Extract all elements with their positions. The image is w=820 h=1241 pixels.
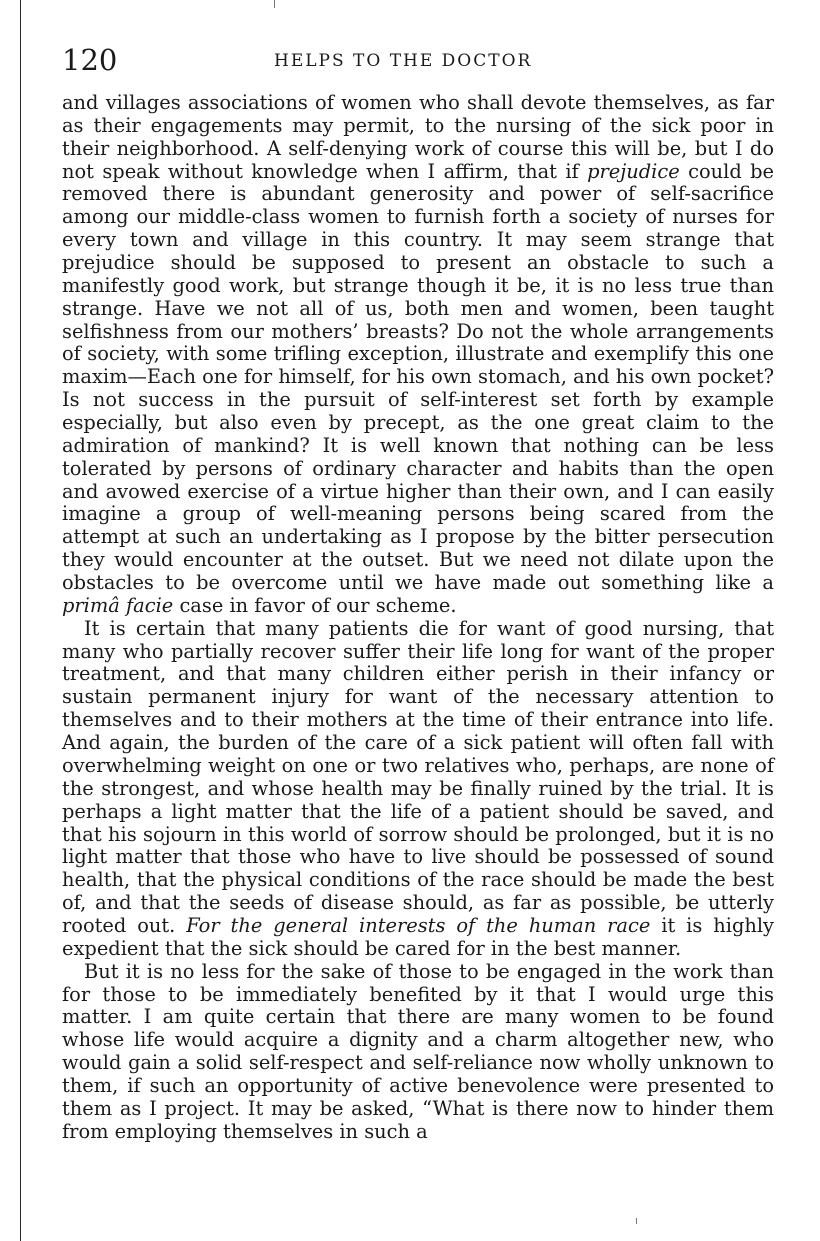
scan-speck <box>274 0 275 8</box>
paragraph-1-text-c: case in favor of our scheme. <box>173 593 457 617</box>
paragraph-1-text-b: could be removed there is abundant generosity and power of self-sacrifice among our middle-class women to furnish forth a society of nurses for every town and village in this country. It may seem strange that prejudice should be supposed to present an obstacle to such a manifestly good work, but strange though it be, it is no less true than strange. Have we not all of us, both men and women, been taught selfishness from our mothers’ breasts? Do not the whole arrangements of society, with some trifling exception, illustrate and exemplify this one maxim—Each one for himself, for his own stomach, and his own pocket? Is not success in the pursuit of self-interest set forth by example especially, but also even by precept, as the one great claim to the admiration of mankind? It is well known that nothing can be less tolerated by persons of ordinary character and habits than the open and avowed exercise of a virtue higher than their own, and I can easily imagine a group of well-meaning persons being scared from the attempt at such an undertaking as I propose by the bitter persecution they would encounter at the outset. But we need not dilate upon the obstacles to be overcome until we have made out something like a <box>62 159 774 595</box>
scan-speck <box>636 1218 637 1224</box>
paragraph-1-text-a: and villages associations of women who shall devote themselves, as far as their engagements may permit, to the nursing of the sick poor in their neighborhood. A self-denying work of course this will be, but I do not speak without knowledge when I affirm, that if <box>62 91 774 183</box>
italic-prima-facie: primâ facie <box>62 593 174 617</box>
gutter-rule <box>20 0 21 1241</box>
paragraph-3-text: But it is no less for the sake of those to be engaged in the work than for those to be immediately benefited by it that I would urge this matter. I am quite certain that there are many women to be found whose life would acquire a dignity and a charm altogether new, who would gain a solid self-respect and self-reliance now wholly unknown to them, if such an opportunity of active benevolence were presented to them as I project. It may be asked, “What is there now to hinder them from employing themselves in such a <box>62 959 774 1143</box>
italic-general-interests: For the general interests of the human race <box>186 913 651 937</box>
running-title: HELPS TO THE DOCTOR <box>274 51 533 71</box>
paragraph-2-text-a: It is certain that many patients die for want of good nursing, that many who partially recover suffer their life long for want of the proper treatment, and that many children either perish in their infancy or sustain permanent injury for want of the necessary attention to themselves and to their mothers at the time of their entrance into life. And again, the burden of the care of a sick patient will often fall with overwhelming weight on one or two relatives who, perhaps, are none of the strongest, and whose health may be finally ruined by the trial. It is perhaps a light matter that the life of a patient should be saved, and that his sojourn in this world of sorrow should be prolonged, but it is no light matter that those who have to live should be possessed of sound health, that the physical conditions of the race should be made the best of, and that the seeds of disease should, as far as possible, be utterly rooted out. <box>62 616 774 937</box>
paragraph-1 <box>62 92 774 618</box>
paragraph-3 <box>62 961 774 1144</box>
paragraph-2-text-b: it is highly expedient that the sick should be cared for in the best manner. <box>62 913 775 960</box>
paragraph-2 <box>62 618 774 961</box>
page-number: 120 <box>62 43 118 77</box>
page-body <box>62 92 774 1144</box>
page-header <box>62 43 774 77</box>
italic-prejudice: prejudice <box>587 159 680 183</box>
